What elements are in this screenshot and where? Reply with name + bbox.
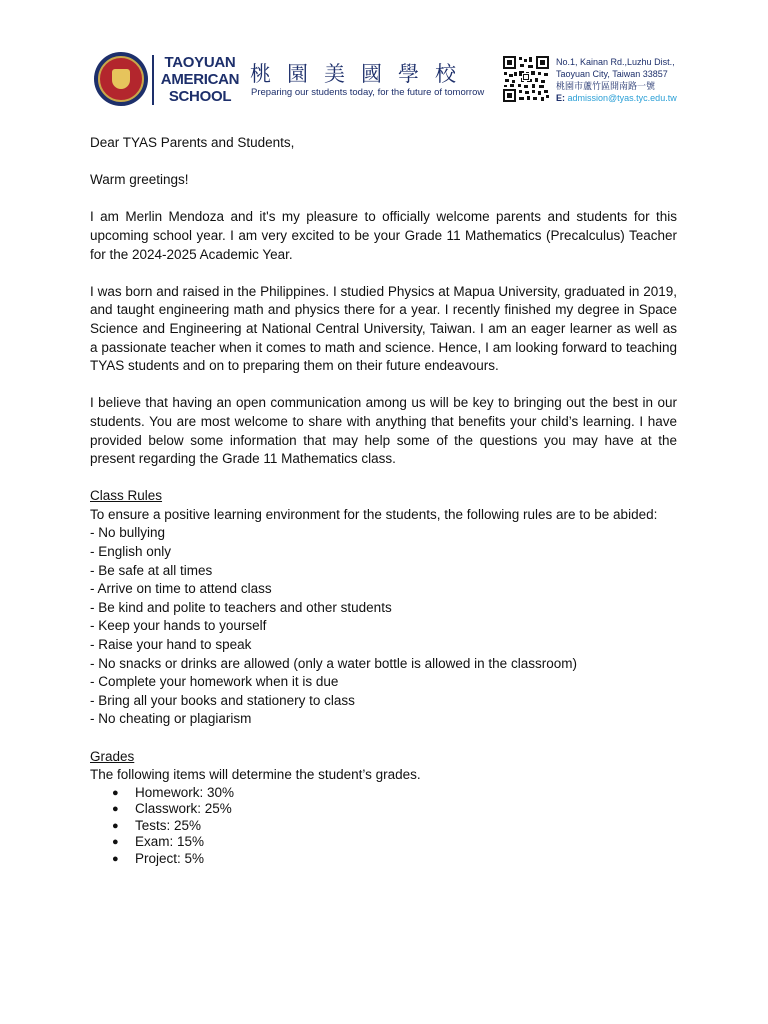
qr-code-graphic: [502, 55, 550, 103]
school-name-line-1: TAOYUAN: [164, 54, 236, 71]
email-link[interactable]: admission@tyas.tyc.edu.tw: [567, 93, 677, 103]
address-line-1: No.1, Kainan Rd.,Luzhu Dist.,: [556, 57, 675, 67]
rule-item: - Complete your homework when it is due: [90, 674, 339, 690]
qr-code: [502, 55, 550, 103]
rule-item: - Be safe at all times: [90, 562, 213, 578]
school-name: [160, 54, 240, 105]
grade-item: ● Classwork: 25%: [90, 801, 677, 818]
contact-info: [556, 56, 686, 104]
class-rules-heading: Class Rules: [90, 488, 163, 504]
logo-divider: [152, 55, 154, 105]
rule-item: - No bullying: [90, 525, 166, 541]
grade-item: ● Homework: 30%: [90, 785, 677, 802]
address-chinese: 桃園市蘆竹區開南路一號: [556, 81, 656, 91]
class-rules-intro: To ensure a positive learning environment for the students, the following rules are to be abided:: [90, 506, 658, 522]
email-label: E:: [556, 93, 565, 103]
seal-shield: [112, 69, 130, 89]
paragraph-intro: I am Merlin Mendoza and it's my pleasure to officially welcome parents and students for this upcoming school year. I am very excited to be your Grade 11 Mathematics (Precalculus) Teacher for the 2024-2025 Academic Year.: [90, 209, 677, 262]
chinese-school-name: 桃園美國學校: [250, 62, 472, 86]
school-name-line-2: AMERICAN: [160, 71, 240, 88]
seal-inner-ring: [98, 56, 144, 102]
rule-item: - Raise your hand to speak: [90, 637, 252, 653]
grades-intro: The following items will determine the student’s grades.: [90, 767, 421, 783]
grades-list: [90, 785, 677, 868]
school-slogan: Preparing our students today, for the future of tomorrow: [251, 87, 485, 98]
grade-item: ● Project: 5%: [90, 851, 677, 868]
school-seal-logo: [94, 52, 148, 106]
grade-item: ● Exam: 15%: [90, 834, 677, 851]
rule-item: - Arrive on time to attend class: [90, 581, 272, 597]
letter-body: [90, 134, 677, 867]
salutation: Dear TYAS Parents and Students,: [90, 135, 295, 150]
email-row: [556, 92, 686, 104]
paragraph-background: I was born and raised in the Philippines. I studied Physics at Mapua University, graduated in 2019, and taught engineering math and physics there for a year. I recently finished my degree in Space Science and Engineering at National Central University, Taiwan. I am an eager learner as well as a passionate teacher when it comes to math and science. Hence, I am looking forward to teaching TYAS students and on to preparing them on their future endeavours.: [90, 283, 677, 374]
rule-item: - No cheating or plagiarism: [90, 711, 252, 727]
grades-heading: Grades: [90, 748, 135, 764]
rule-item: - English only: [90, 544, 172, 560]
paragraph-communication: I believe that having an open communication among us will be key to bringing out the best in our students. You are most welcome to share with anything that benefits your child’s learning. I have provided below some information that may help some of the questions you may have at the present regarding the Grade 11 Mathematics class.: [90, 395, 677, 467]
rule-item: - No snacks or drinks are allowed (only a water bottle is allowed in the classroom): [90, 655, 577, 671]
rule-item: - Keep your hands to yourself: [90, 618, 267, 634]
rule-item: - Bring all your books and stationery to class: [90, 692, 355, 708]
address-line-2: Taoyuan City, Taiwan 33857: [556, 69, 668, 79]
rule-item: - Be kind and polite to teachers and other students: [90, 599, 392, 615]
school-name-line-3: SCHOOL: [168, 88, 232, 105]
greeting: Warm greetings!: [90, 172, 189, 188]
letterhead: [0, 0, 768, 120]
grade-item: ● Tests: 25%: [90, 818, 677, 835]
